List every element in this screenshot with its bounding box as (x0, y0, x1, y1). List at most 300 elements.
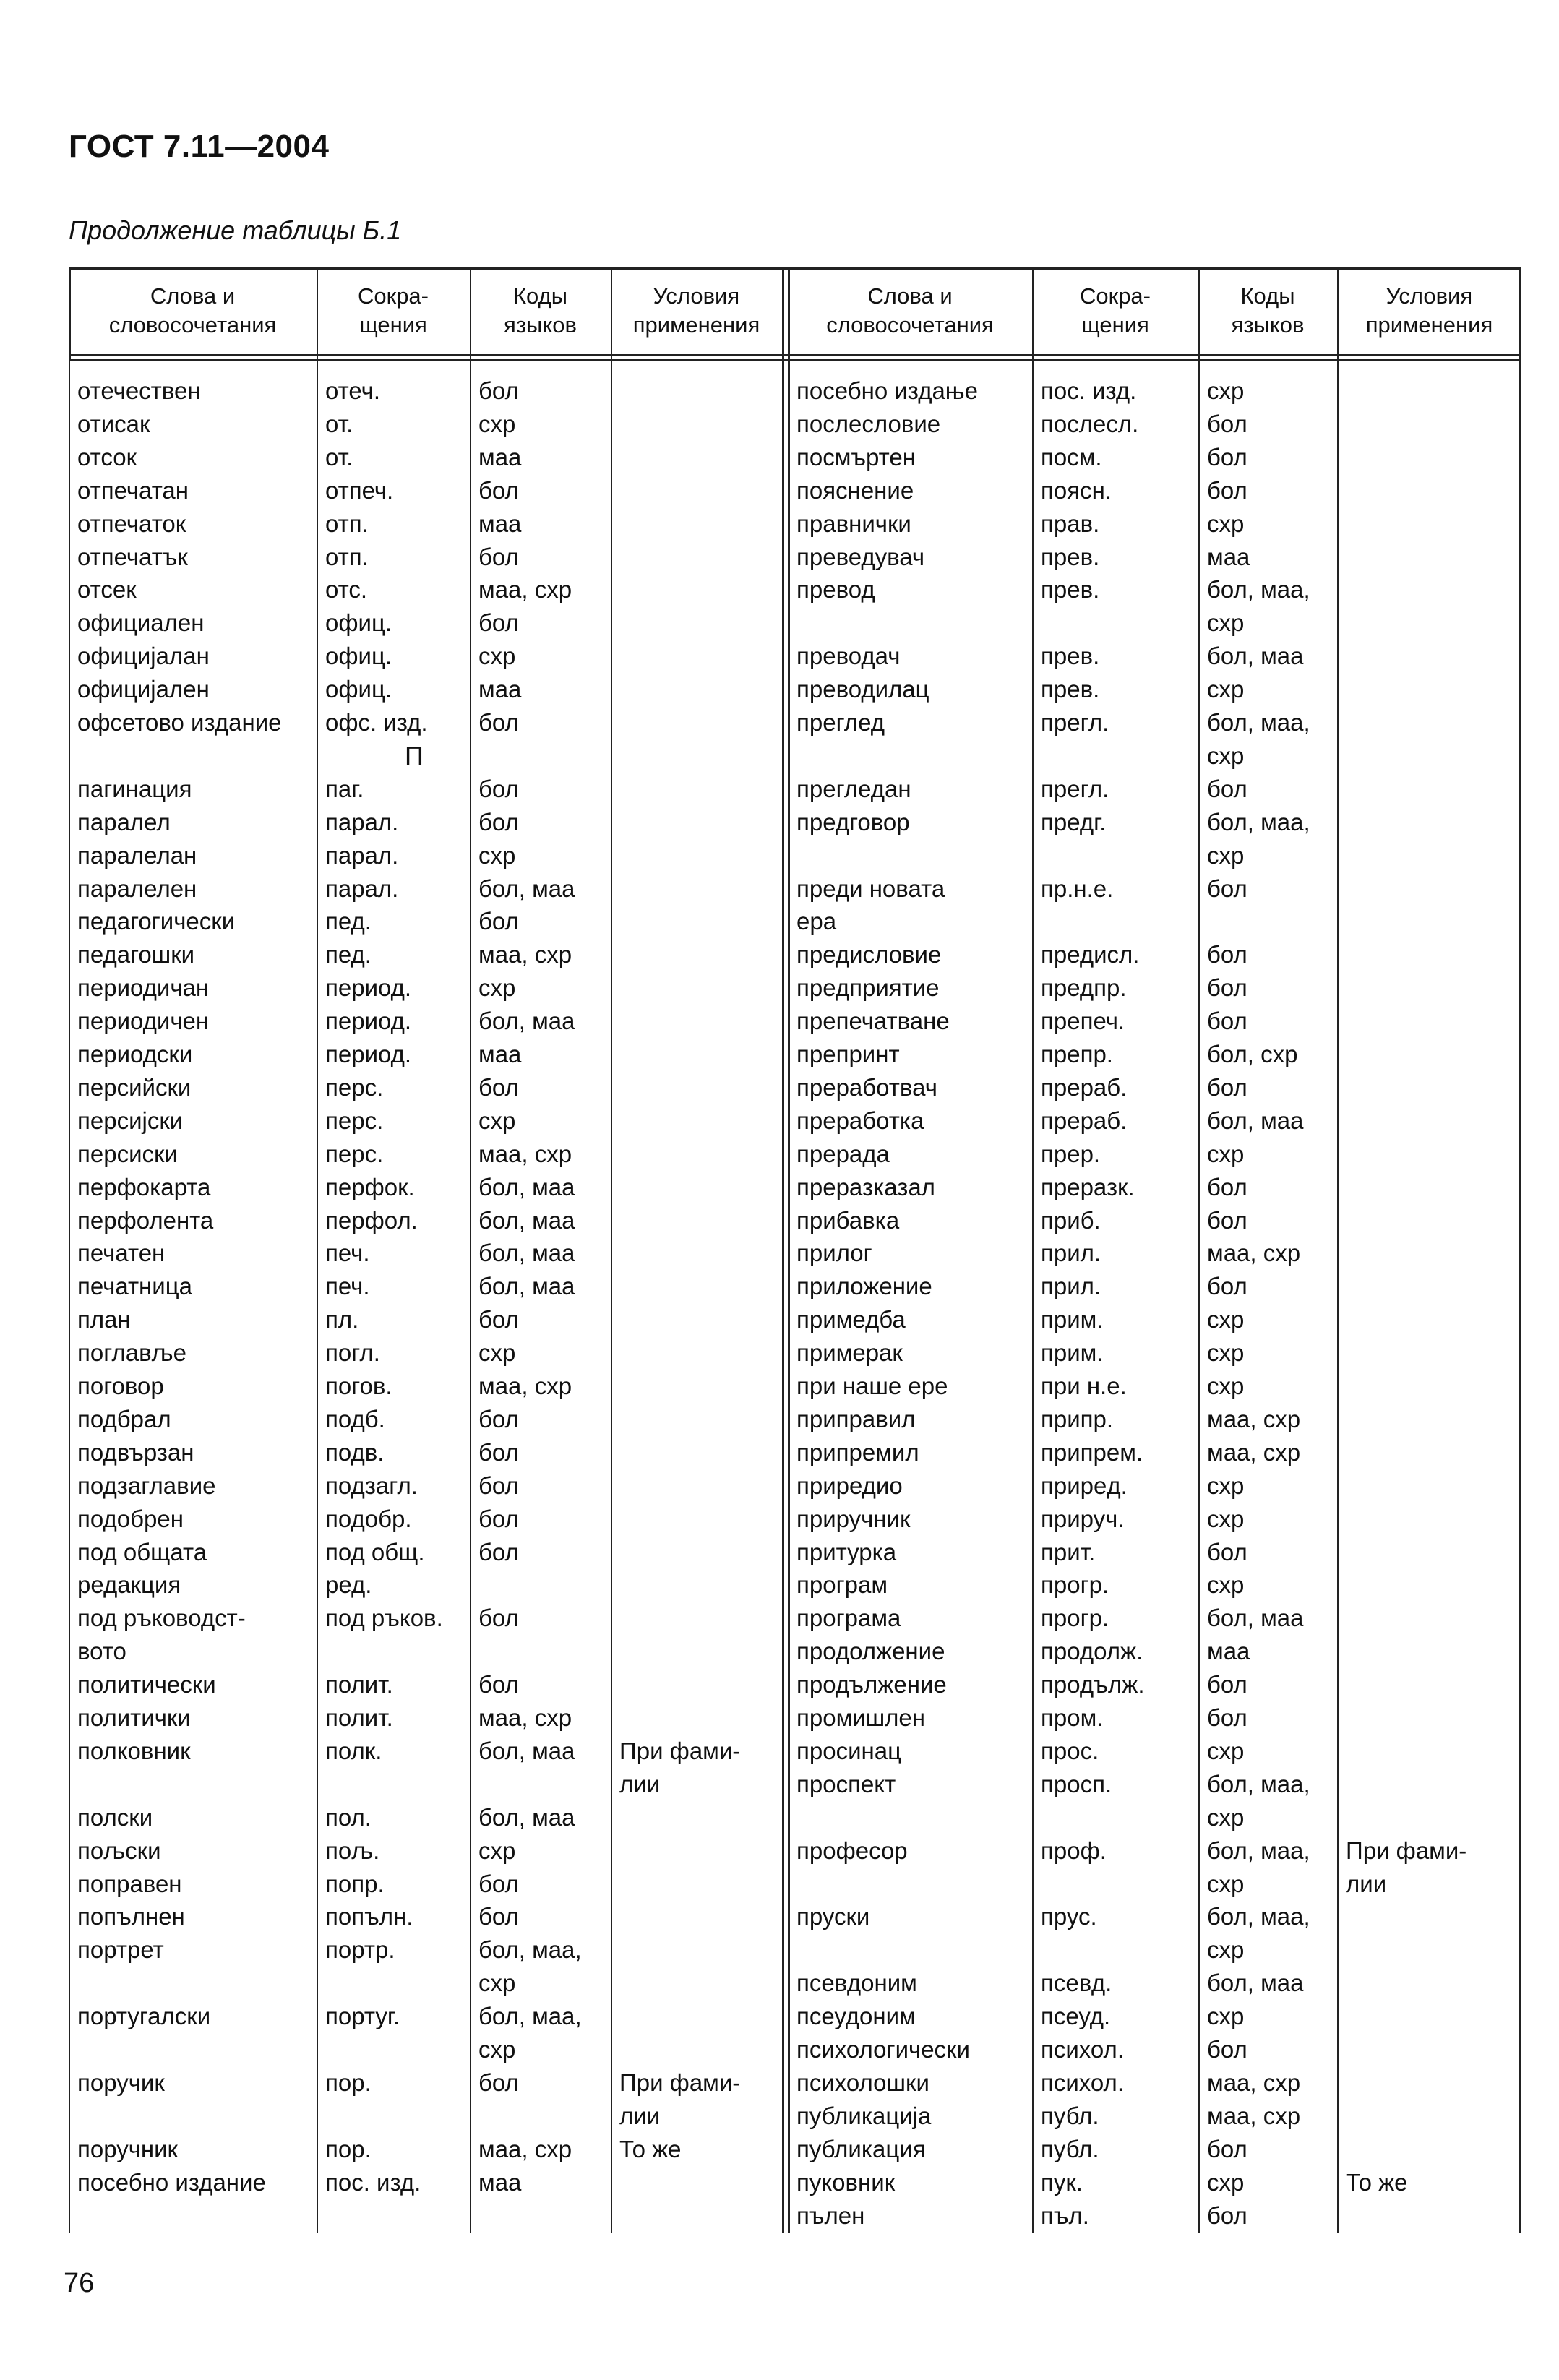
abbreviation-cell: пед. (325, 908, 372, 935)
table-row (69, 1204, 1521, 1237)
table-row (69, 1005, 1521, 1038)
table-row (69, 706, 1521, 739)
word-cell: печатен (77, 1240, 166, 1267)
word-cell: под ръководст- (77, 1604, 246, 1632)
abbreviation-cell: ред. (325, 1571, 372, 1599)
language-code-cell: бол (478, 1438, 519, 1466)
word-cell: попълнен (77, 1903, 185, 1930)
table-row (69, 640, 1521, 673)
language-code-cell: схр (478, 1339, 516, 1367)
language-code-cell: бол, маа (478, 875, 575, 902)
table-row (69, 938, 1521, 971)
abbreviation-cell: пол. (325, 1803, 372, 1831)
language-code-cell: маа (478, 676, 522, 703)
word-cell: полски (77, 1803, 153, 1831)
abbreviation-cell: отеч. (325, 377, 380, 404)
abbreviation-cell: пос. изд. (1041, 377, 1137, 404)
word-cell: отпечатан (77, 476, 189, 504)
language-code-cell: схр (1207, 1306, 1245, 1333)
table-row (69, 1436, 1521, 1469)
abbreviation-cell: предпр. (1041, 974, 1127, 1002)
table-row (69, 1701, 1521, 1735)
language-code-cell: схр (1207, 609, 1245, 637)
header-divider (69, 354, 1521, 356)
word-cell: поглавље (77, 1339, 186, 1367)
abbreviation-cell: продолж. (1041, 1638, 1143, 1665)
language-code-cell: бол (478, 908, 519, 935)
table-row (69, 1834, 1521, 1868)
language-code-cell: схр (478, 1107, 516, 1134)
word-cell: преработвач (796, 1073, 937, 1101)
language-code-cell: бол, маа (478, 1273, 575, 1300)
word-cell: паралелан (77, 841, 197, 869)
language-code-cell: схр (1207, 1936, 1245, 1964)
word-cell: преводилац (796, 676, 929, 703)
abbreviation-cell: преразк. (1041, 1173, 1135, 1200)
abbreviation-cell: послесл. (1041, 410, 1139, 437)
table-row (69, 1900, 1521, 1933)
conditions-cell: При фами- (1346, 1836, 1467, 1864)
abbreviation-cell: прер. (1041, 1140, 1101, 1167)
abbreviation-cell: прев. (1041, 676, 1100, 703)
abbreviation-cell: прегл. (1041, 775, 1109, 802)
word-cell: превод (796, 576, 875, 603)
abbreviation-cell: попр. (325, 1870, 385, 1897)
conditions-cell: При фами- (619, 2068, 741, 2096)
language-code-cell: бол, маа, (1207, 1836, 1310, 1864)
table-row (69, 1370, 1521, 1403)
word-cell: перфолента (77, 1206, 214, 1234)
language-code-cell: маа (478, 1041, 522, 1067)
abbreviation-cell: прируч. (1041, 1505, 1125, 1532)
language-code-cell: маа, схр (478, 1140, 572, 1167)
word-cell: поручик (77, 2068, 165, 2096)
word-cell: официјалан (77, 643, 210, 670)
language-code-cell: схр (1207, 841, 1245, 869)
language-code-cell: схр (1207, 1737, 1245, 1764)
abbreviation-cell: прил. (1041, 1273, 1101, 1300)
language-code-cell: схр (478, 1836, 516, 1864)
abbreviation-cell: портр. (325, 1936, 395, 1964)
word-cell: професор (796, 1836, 908, 1864)
word-cell: предприятие (796, 974, 940, 1002)
abbreviation-cell: перс. (325, 1107, 384, 1134)
word-cell: паралелен (77, 875, 197, 902)
language-code-cell: маа (478, 510, 522, 537)
abbreviation-cell: офиц. (325, 676, 392, 703)
language-code-cell: бол (478, 2068, 519, 2096)
language-code-cell: бол, маа, (1207, 808, 1310, 835)
abbreviation-cell: погов. (325, 1372, 392, 1399)
language-code-cell: бол (1207, 875, 1247, 902)
word-cell: преди новата (796, 875, 945, 902)
abbreviation-cell: паг. (325, 775, 364, 802)
abbreviation-cell: псевд. (1041, 1969, 1112, 1997)
table-row (69, 905, 1521, 938)
language-code-cell: бол (1207, 941, 1247, 968)
word-cell: продолжение (796, 1638, 945, 1665)
language-code-cell: бол (478, 1306, 519, 1333)
table-row (69, 1602, 1521, 1635)
abbreviation-cell: печ. (325, 1240, 370, 1267)
abbreviation-cell: парал. (325, 808, 399, 835)
abbreviation-cell: проф. (1041, 1836, 1107, 1864)
abbreviation-cell: прогр. (1041, 1571, 1109, 1599)
table-row (69, 1967, 1521, 2000)
word-cell: периодичан (77, 974, 210, 1002)
abbreviation-cell: просп. (1041, 1770, 1112, 1797)
word-cell: педагошки (77, 941, 195, 968)
word-cell: португалски (77, 2003, 211, 2030)
document-code: ГОСТ 7.11—2004 (69, 129, 330, 164)
word-cell: публикација (796, 2102, 932, 2129)
word-cell: програм (796, 1571, 888, 1599)
language-code-cell: схр (1207, 1571, 1245, 1599)
header-language-code: Коды языков (504, 283, 577, 338)
table-row (69, 2000, 1521, 2033)
language-code-cell: бол, маа (1207, 643, 1304, 670)
word-cell: предисловие (796, 941, 942, 968)
abbreviation-cell: перфок. (325, 1173, 415, 1200)
abbreviation-cell: полит. (325, 1671, 393, 1698)
word-cell: пагинация (77, 775, 192, 802)
language-code-cell: бол (478, 1903, 519, 1930)
word-cell: официјален (77, 676, 210, 703)
table-caption: Продолжение таблицы Б.1 (69, 215, 402, 245)
word-cell: персијски (77, 1107, 184, 1134)
table-row (69, 1336, 1521, 1370)
word-cell: проспект (796, 1770, 896, 1797)
word-cell: под общата (77, 1538, 207, 1565)
language-code-cell: бол, маа (1207, 1107, 1304, 1134)
table-row (69, 872, 1521, 906)
language-code-cell: схр (478, 1969, 516, 1997)
conditions-cell: лии (619, 2102, 661, 2129)
abbreviation-cell: офиц. (325, 609, 392, 637)
word-cell: припремил (796, 1438, 919, 1466)
word-cell: официален (77, 609, 205, 637)
word-cell: псеудоним (796, 2003, 916, 2030)
word-cell: отпечаток (77, 510, 186, 537)
word-cell: пояснение (796, 476, 914, 504)
word-cell: продължение (796, 1671, 947, 1698)
word-cell: прерада (796, 1140, 890, 1167)
language-code-cell: бол (1207, 1073, 1247, 1101)
language-code-cell: схр (1207, 1505, 1245, 1532)
language-code-cell: бол, маа (478, 1206, 575, 1234)
word-cell: притурка (796, 1538, 897, 1565)
abbreviation-cell: полк. (325, 1737, 382, 1764)
table-row (69, 1104, 1521, 1138)
abbreviation-cell: перфол. (325, 1206, 418, 1234)
language-code-cell: маа, схр (478, 1372, 572, 1399)
abbreviation-cell: португ. (325, 2003, 400, 2030)
language-code-cell: бол (478, 808, 519, 835)
word-cell: портрет (77, 1936, 164, 1964)
abbreviation-cell: парал. (325, 841, 399, 869)
language-code-cell: бол (478, 1073, 519, 1101)
word-cell: при наше ере (796, 1372, 948, 1399)
language-code-cell: маа, схр (1207, 1240, 1301, 1267)
abbreviation-cell: период. (325, 1008, 412, 1035)
table-row (69, 739, 1521, 773)
word-cell: отечествен (77, 377, 201, 404)
word-cell: прибавка (796, 1206, 900, 1234)
language-code-cell: маа, схр (478, 941, 572, 968)
word-cell: приручник (796, 1505, 911, 1532)
abbreviation-cell: попълн. (325, 1903, 413, 1930)
abbreviation-cell: публ. (1041, 2135, 1099, 2162)
table-row (69, 606, 1521, 640)
language-code-cell: схр (478, 974, 516, 1002)
table-row (69, 1403, 1521, 1436)
language-code-cell: бол (478, 476, 519, 504)
word-cell: персиски (77, 1140, 178, 1167)
language-code-cell: бол (1207, 2201, 1247, 2229)
word-cell: преработка (796, 1107, 924, 1134)
table-row (69, 1735, 1521, 1768)
language-code-cell: схр (1207, 1372, 1245, 1399)
header-abbreviation: Сокра- щения (1080, 283, 1151, 338)
abbreviation-cell: период. (325, 974, 412, 1002)
table-row (69, 2133, 1521, 2166)
abbreviation-cell: отс. (325, 576, 368, 603)
abbreviation-cell: офиц. (325, 643, 392, 670)
language-code-cell: бол (1207, 1008, 1247, 1035)
word-cell: политички (77, 1704, 191, 1731)
word-cell: послесловие (796, 410, 941, 437)
word-cell: пруски (796, 1903, 870, 1930)
word-cell: посебно издање (796, 377, 978, 404)
language-code-cell: схр (478, 2036, 516, 2063)
abbreviation-cell: прераб. (1041, 1073, 1128, 1101)
table-row (69, 773, 1521, 806)
language-code-cell: бол, маа (1207, 1969, 1304, 1997)
word-cell: психолошки (796, 2068, 929, 2096)
abbreviation-cell: прев. (1041, 543, 1100, 570)
abbreviation-cell: парал. (325, 875, 399, 902)
abbreviation-cell: приб. (1041, 1206, 1101, 1234)
language-code-cell: схр (1207, 1339, 1245, 1367)
abbreviation-cell: прераб. (1041, 1107, 1128, 1134)
language-code-cell: схр (1207, 742, 1245, 769)
table-row (69, 441, 1521, 474)
word-cell: периодски (77, 1041, 193, 1067)
table-row (69, 1038, 1521, 1071)
word-cell: отсек (77, 576, 137, 603)
language-code-cell: маа, схр (1207, 1405, 1301, 1432)
word-cell: посмъртен (796, 443, 916, 471)
language-code-cell: бол (1207, 1206, 1247, 1234)
word-cell: препринт (796, 1041, 900, 1067)
abbreviation-cell: под ръков. (325, 1604, 443, 1632)
table-row (69, 1668, 1521, 1701)
language-code-cell: маа, схр (478, 1704, 572, 1731)
abbreviation-cell: прит. (1041, 1538, 1096, 1565)
language-code-cell: маа (1207, 1638, 1250, 1665)
abbreviation-cell: прирeд. (1041, 1472, 1128, 1499)
abbreviation-cell: посм. (1041, 443, 1102, 471)
table-row (69, 1503, 1521, 1536)
language-code-cell: бол, маа (478, 1173, 575, 1200)
abbreviation-cell: отп. (325, 510, 369, 537)
abbreviation-cell: препеч. (1041, 1008, 1125, 1035)
abbreviation-cell: прил. (1041, 1240, 1101, 1267)
language-code-cell: схр (1207, 1140, 1245, 1167)
word-cell: примедба (796, 1306, 906, 1333)
language-code-cell: бол, маа (478, 1803, 575, 1831)
abbreviation-cell: прус. (1041, 1903, 1097, 1930)
header-conditions: Условия применения (632, 283, 760, 338)
abbreviation-cell: печ. (325, 1273, 370, 1300)
word-cell: ера (796, 908, 837, 935)
word-cell: препечатване (796, 1008, 950, 1035)
language-code-cell: бол (478, 543, 519, 570)
language-code-cell: схр (1207, 676, 1245, 703)
table-row (69, 971, 1521, 1005)
abbreviation-cell: препр. (1041, 1041, 1113, 1067)
word-cell: поправен (77, 1870, 182, 1897)
table-row (69, 2166, 1521, 2199)
language-code-cell: бол, маа, (478, 1936, 582, 1964)
word-cell: псевдоним (796, 1969, 917, 1997)
language-code-cell: маа, схр (478, 2135, 572, 2162)
language-code-cell: бол (478, 377, 519, 404)
word-cell: редакция (77, 1571, 181, 1599)
language-code-cell: схр (478, 643, 516, 670)
word-cell: печатница (77, 1273, 192, 1300)
abbreviation-cell: прим. (1041, 1339, 1104, 1367)
word-cell: преразказал (796, 1173, 935, 1200)
language-code-cell: схр (478, 410, 516, 437)
word-cell: подвързан (77, 1438, 194, 1466)
abbreviation-cell: психол. (1041, 2036, 1124, 2063)
language-code-cell: бол (1207, 775, 1247, 802)
word-cell: преведувач (796, 543, 925, 570)
word-cell: поручник (77, 2135, 178, 2162)
word-cell: просинац (796, 1737, 901, 1764)
table-row (69, 2066, 1521, 2100)
word-cell: персийски (77, 1073, 192, 1101)
language-code-cell: бол, маа (478, 1240, 575, 1267)
language-code-cell: бол, маа (478, 1008, 575, 1035)
abbreviation-cell: публ. (1041, 2102, 1099, 2129)
language-code-cell: маа, схр (1207, 2102, 1301, 2129)
header-abbreviation: Сокра- щения (358, 283, 429, 338)
language-code-cell: бол (478, 775, 519, 802)
word-cell: преглед (796, 709, 885, 736)
header-language-code: Коды языков (1231, 283, 1305, 338)
language-code-cell: маа, схр (478, 576, 572, 603)
abbreviation-cell: подзагл. (325, 1472, 418, 1499)
table-row (69, 1171, 1521, 1204)
abbreviation-cell: подв. (325, 1438, 385, 1466)
table-row (69, 573, 1521, 606)
abbreviation-cell: пл. (325, 1306, 359, 1333)
word-cell: прегледан (796, 775, 911, 802)
language-code-cell: схр (1207, 377, 1245, 404)
language-code-cell: бол (478, 709, 519, 736)
abbreviation-cell: прос. (1041, 1737, 1099, 1764)
language-code-cell: схр (1207, 1870, 1245, 1897)
language-code-cell: бол (1207, 1273, 1247, 1300)
language-code-cell: бол (1207, 2135, 1247, 2162)
table-row (69, 1237, 1521, 1270)
table-row (69, 1071, 1521, 1104)
abbreviation-cell: пром. (1041, 1704, 1104, 1731)
header-word: Слова и словосочетания (826, 283, 994, 338)
abbreviation-cell: прим. (1041, 1306, 1104, 1333)
conditions-cell: При фами- (619, 1737, 741, 1764)
language-code-cell: маа (478, 443, 522, 471)
word-cell: публикация (796, 2135, 926, 2162)
word-cell: периодичен (77, 1008, 210, 1035)
word-cell: пуковник (796, 2168, 896, 2196)
word-cell: предговор (796, 808, 910, 835)
abbreviation-cell: прев. (1041, 576, 1100, 603)
language-code-cell: бол (1207, 2036, 1247, 2063)
abbreviation-cell: отп. (325, 543, 369, 570)
abbreviation-cell: псеуд. (1041, 2003, 1111, 2030)
abbreviation-cell: пољ. (325, 1836, 380, 1864)
abbreviation-cell: пук. (1041, 2168, 1083, 2196)
abbreviation-cell: полит. (325, 1704, 393, 1731)
language-code-cell: бол, маа, (1207, 1903, 1310, 1930)
abbreviation-cell: прегл. (1041, 709, 1109, 736)
word-cell: приредио (796, 1472, 903, 1499)
language-code-cell: схр (1207, 1803, 1245, 1831)
abbreviation-cell: продълж. (1041, 1671, 1145, 1698)
language-code-cell: маа, схр (1207, 1438, 1301, 1466)
language-code-cell: схр (1207, 2168, 1245, 2196)
abbreviation-cell: от. (325, 443, 353, 471)
table-row (69, 474, 1521, 507)
language-code-cell: бол (1207, 974, 1247, 1002)
language-code-cell: бол (478, 609, 519, 637)
language-code-cell: бол, маа (478, 1737, 575, 1764)
header-conditions: Условия применения (1365, 283, 1493, 338)
word-cell: приложение (796, 1273, 932, 1300)
language-code-cell: бол (1207, 1173, 1247, 1200)
conditions-cell: лии (1346, 1870, 1387, 1897)
language-code-cell: маа, схр (1207, 2068, 1301, 2096)
abbreviation-cell: предг. (1041, 808, 1107, 835)
word-cell: програма (796, 1604, 901, 1632)
language-code-cell: бол (478, 1870, 519, 1897)
table-row (69, 1933, 1521, 1967)
word-cell: полковник (77, 1737, 191, 1764)
word-cell: примерак (796, 1339, 903, 1367)
language-code-cell: бол (1207, 476, 1247, 504)
table-row (69, 541, 1521, 574)
language-code-cell: схр (1207, 510, 1245, 537)
word-cell: прилог (796, 1240, 872, 1267)
word-cell: психологически (796, 2036, 970, 2063)
language-code-cell: бол, маа, (1207, 576, 1310, 603)
table-row (69, 1868, 1521, 1901)
language-code-cell: бол, маа, (1207, 1770, 1310, 1797)
abbreviation-cell: предисл. (1041, 941, 1140, 968)
language-code-cell: бол (1207, 1538, 1247, 1565)
word-cell: отпечатък (77, 543, 188, 570)
table-row (69, 1303, 1521, 1336)
word-cell: план (77, 1306, 131, 1333)
table-row (69, 1635, 1521, 1668)
abbreviation-cell: припр. (1041, 1405, 1114, 1432)
language-code-cell: бол (1207, 410, 1247, 437)
language-code-cell: бол (478, 1405, 519, 1432)
abbreviation-cell: при н.е. (1041, 1372, 1127, 1399)
